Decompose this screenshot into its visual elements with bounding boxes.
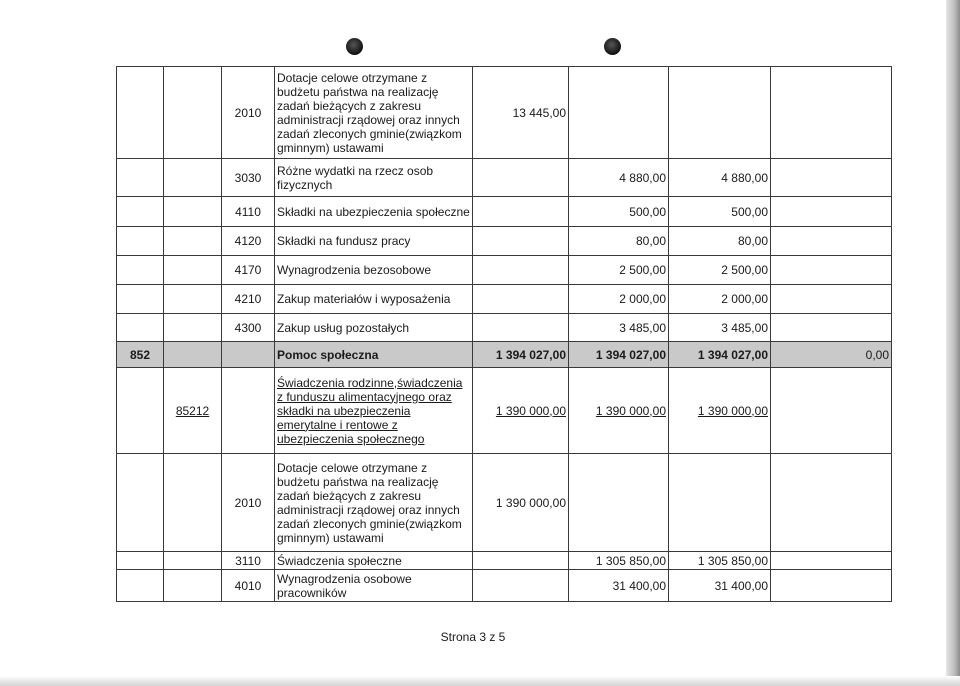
dzial-cell (117, 197, 164, 227)
kol1-cell: 1 390 000,00 (473, 368, 569, 454)
kol3-cell: 4 880,00 (669, 159, 771, 197)
rozdzial-cell (164, 570, 222, 602)
dzial-cell (117, 285, 164, 314)
kol2-cell: 2 000,00 (569, 285, 669, 314)
rozdzial-cell (164, 256, 222, 285)
kol3-cell: 80,00 (669, 227, 771, 256)
kol4-cell (771, 67, 892, 159)
rozdzial-cell (164, 227, 222, 256)
opis-cell: Świadczenia społeczne (275, 552, 473, 570)
punch-hole-right (604, 38, 621, 55)
dzial-cell (117, 570, 164, 602)
opis-cell: Wynagrodzenia osobowe pracowników (275, 570, 473, 602)
paragraf-cell: 4170 (222, 256, 275, 285)
kol1-cell (473, 227, 569, 256)
kol1-cell (473, 552, 569, 570)
table-row (117, 67, 892, 159)
opis-cell: Pomoc społeczna (275, 342, 473, 368)
rozdzial-cell (164, 67, 222, 159)
kol3-cell: 31 400,00 (669, 570, 771, 602)
kol2-cell: 500,00 (569, 197, 669, 227)
opis-cell: Zakup usług pozostałych (275, 314, 473, 342)
kol3-cell: 1 394 027,00 (669, 342, 771, 368)
paragraf-cell: 4120 (222, 227, 275, 256)
kol2-cell: 1 305 850,00 (569, 552, 669, 570)
opis-cell: Różne wydatki na rzecz osob fizycznych (275, 159, 473, 197)
kol4-cell (771, 285, 892, 314)
paragraf-cell (222, 368, 275, 454)
rozdzial-cell: 85212 (164, 368, 222, 454)
kol1-cell (473, 197, 569, 227)
table-row (117, 314, 892, 342)
dzial-cell (117, 552, 164, 570)
kol3-cell: 1 305 850,00 (669, 552, 771, 570)
table-row-section (117, 342, 892, 368)
dzial-cell (117, 314, 164, 342)
scan-edge-bottom (0, 676, 960, 686)
kol2-cell: 3 485,00 (569, 314, 669, 342)
opis-cell: Dotacje celowe otrzymane z budżetu państwa na realizację zadań bieżących z zakresu administracji rządowej oraz innych zadań zleconych gminie(związkom gminnym) ustawami (275, 454, 473, 552)
kol4-cell: 0,00 (771, 342, 892, 368)
table-row (117, 454, 892, 552)
paragraf-cell: 4010 (222, 570, 275, 602)
kol3-cell: 2 000,00 (669, 285, 771, 314)
kol1-cell: 1 390 000,00 (473, 454, 569, 552)
kol4-cell (771, 368, 892, 454)
kol4-cell (771, 314, 892, 342)
punch-hole-left (346, 38, 363, 55)
opis-cell: Zakup materiałów i wyposażenia (275, 285, 473, 314)
dzial-cell (117, 256, 164, 285)
paragraf-cell: 2010 (222, 454, 275, 552)
opis-cell: Świadczenia rodzinne,świadczenia z funduszu alimentacyjnego oraz składki na ubezpieczenia emerytalne i rentowe z ubezpieczenia społecznego (275, 368, 473, 454)
rozdzial-cell (164, 342, 222, 368)
opis-cell: Składki na fundusz pracy (275, 227, 473, 256)
kol1-cell (473, 314, 569, 342)
rozdzial-cell (164, 285, 222, 314)
table-row (117, 552, 892, 570)
kol2-cell (569, 67, 669, 159)
paragraf-cell: 4210 (222, 285, 275, 314)
kol3-cell (669, 67, 771, 159)
paragraf-cell (222, 342, 275, 368)
rozdzial-cell (164, 197, 222, 227)
kol2-cell: 1 390 000,00 (569, 368, 669, 454)
kol4-cell (771, 197, 892, 227)
table-row (117, 159, 892, 197)
dzial-cell (117, 368, 164, 454)
opis-cell: Wynagrodzenia bezosobowe (275, 256, 473, 285)
rozdzial-cell (164, 454, 222, 552)
opis-cell: Dotacje celowe otrzymane z budżetu państwa na realizację zadań bieżących z zakresu administracji rządowej oraz innych zadań zleconych gminie(związkom gminnym) ustawami (275, 67, 473, 159)
scan-edge-right (946, 0, 960, 686)
kol4-cell (771, 570, 892, 602)
kol1-cell (473, 256, 569, 285)
kol4-cell (771, 256, 892, 285)
table-row-subsection (117, 368, 892, 454)
kol2-cell: 1 394 027,00 (569, 342, 669, 368)
page-number: Strona 3 z 5 (440, 630, 506, 644)
kol4-cell (771, 159, 892, 197)
budget-table (116, 66, 892, 602)
kol2-cell (569, 454, 669, 552)
kol2-cell: 2 500,00 (569, 256, 669, 285)
dzial-cell (117, 67, 164, 159)
kol4-cell (771, 454, 892, 552)
table-row (117, 197, 892, 227)
kol4-cell (771, 227, 892, 256)
rozdzial-cell (164, 314, 222, 342)
kol1-cell: 13 445,00 (473, 67, 569, 159)
kol3-cell: 3 485,00 (669, 314, 771, 342)
paragraf-cell: 3110 (222, 552, 275, 570)
table-row (117, 570, 892, 602)
kol1-cell (473, 570, 569, 602)
kol1-cell (473, 159, 569, 197)
table-row (117, 285, 892, 314)
table-row (117, 256, 892, 285)
dzial-cell (117, 454, 164, 552)
rozdzial-cell (164, 159, 222, 197)
kol2-cell: 4 880,00 (569, 159, 669, 197)
dzial-cell (117, 227, 164, 256)
opis-cell: Składki na ubezpieczenia społeczne (275, 197, 473, 227)
paragraf-cell: 3030 (222, 159, 275, 197)
kol1-cell: 1 394 027,00 (473, 342, 569, 368)
paragraf-cell: 4300 (222, 314, 275, 342)
kol3-cell: 500,00 (669, 197, 771, 227)
paragraf-cell: 2010 (222, 67, 275, 159)
dzial-cell: 852 (117, 342, 164, 368)
kol3-cell: 1 390 000,00 (669, 368, 771, 454)
paragraf-cell: 4110 (222, 197, 275, 227)
kol2-cell: 80,00 (569, 227, 669, 256)
kol4-cell (771, 552, 892, 570)
kol3-cell: 2 500,00 (669, 256, 771, 285)
dzial-cell (117, 159, 164, 197)
kol2-cell: 31 400,00 (569, 570, 669, 602)
kol3-cell (669, 454, 771, 552)
kol1-cell (473, 285, 569, 314)
table-row (117, 227, 892, 256)
rozdzial-cell (164, 552, 222, 570)
